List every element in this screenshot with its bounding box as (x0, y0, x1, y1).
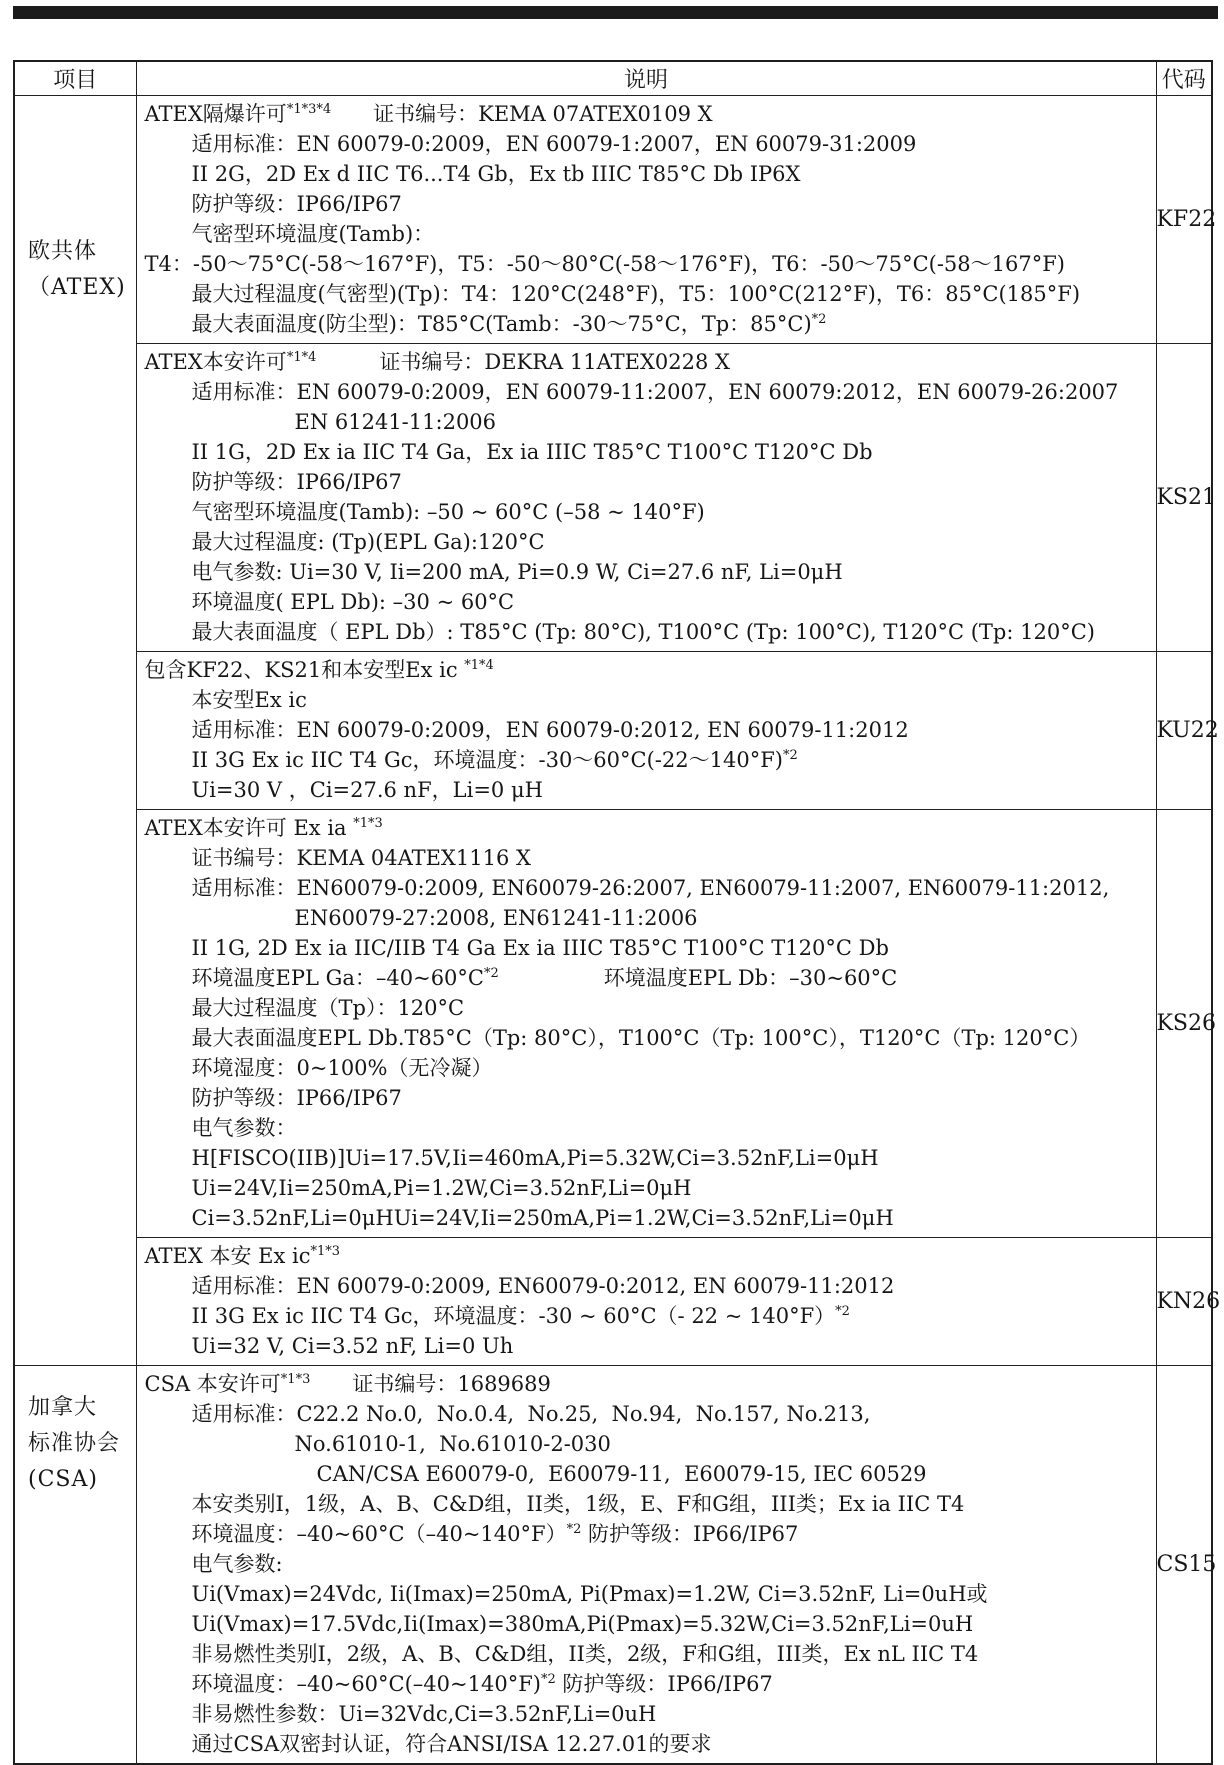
footnote-marker: *1*4 (464, 658, 494, 673)
code-cell: KS21 (1156, 344, 1212, 652)
description-cell (136, 1238, 1156, 1366)
description-line: Ui=24V,Ii=250mA,Pi=1.2W,Ci=3.52nF,Li=0μH (191, 1176, 692, 1200)
footnote-marker: *2 (566, 1522, 582, 1537)
item-cell (14, 1366, 136, 1765)
table-row (14, 810, 1212, 1238)
footnote-marker: *1*3 (310, 1244, 341, 1259)
description-line: 最大表面温度EPL Db.T85°C（Tp: 80°C），T100°C（Tp: 100°C），T120°C（Tp: 120°C） (191, 1026, 1091, 1050)
description-line: Ci=3.52nF,Li=0μHUi=24V,Ii=250mA,Pi=1.2W,Ci=3.52nF,Li=0μH (191, 1206, 894, 1230)
description-line: Ui(Vmax)=24Vdc, Ii(Imax)=250mA, Pi(Pmax)=1.2W, Ci=3.52nF, Li=0uH或 (191, 1582, 988, 1606)
item-label-line: （ATEX) (28, 275, 126, 300)
description-line: Ui(Vmax)=17.5Vdc,Ii(Imax)=380mA,Pi(Pmax)=5.32W,Ci=3.52nF,Li=0uH (191, 1612, 974, 1636)
description-line: CAN/CSA E60079-0, E60079-11, E60079-15, IEC 60529 (316, 1462, 927, 1486)
description-line: 防护等级：IP66/IP67 (191, 1086, 402, 1110)
description-line: T4：-50～75°C(-58～167°F)，T5：-50～80°C(-58～176°F)，T6：-50～75°C(-58～167°F) (144, 252, 1065, 276)
description-line: 最大表面温度（ EPL Db）: T85°C (Tp: 80°C), T100°C (Tp: 100°C), T120°C (Tp: 120°C) (191, 620, 1095, 644)
description-line: 适用标准：EN 60079-0:2009，EN 60079-1:2007，EN 60079-31:2009 (191, 132, 917, 156)
table-row (14, 1238, 1212, 1366)
description-line: II 2G，2D Ex d IIC T6...T4 Gb，Ex tb IIIC T85°C Db IP6X (191, 162, 801, 186)
description-cell (136, 1366, 1156, 1765)
description-line: 电气参数： (191, 1116, 297, 1140)
item-label-line: (CSA) (28, 1467, 98, 1492)
description-line: ATEX本安许可$^{*1*4}$ 证书编号：DEKRA 11ATEX0228 X (144, 350, 730, 374)
description-line: H[FISCO(IIB)]Ui=17.5V,Ii=460mA,Pi=5.32W,Ci=3.52nF,Li=0μH (191, 1146, 879, 1170)
header-description: 说明 (136, 61, 1156, 96)
description-line: 适用标准：EN 60079-0:2009, EN60079-0:2012, EN 60079-11:2012 (191, 1274, 895, 1298)
footnote-marker: *1*4 (286, 350, 317, 365)
footnote-marker: *2 (835, 1304, 850, 1319)
certification-table (13, 60, 1221, 1765)
footnote-marker: *1*3 (353, 816, 383, 831)
description-line: Ui=30 V ，Ci=27.6 nF，Li=0 μH (191, 778, 543, 802)
description-line: 适用标准：C22.2 No.0, No.0.4, No.25, No.94, No.157, No.213, (191, 1402, 871, 1426)
description-line: II 3G Ex ic IIC T4 Gc，环境温度：-30 ~ 60°C（- 22 ~ 140°F）$^{*2}$ (191, 1304, 850, 1328)
item-label-line: 欧共体 (28, 239, 98, 264)
description-line: 适用标准：EN 60079-0:2009，EN 60079-0:2012, EN 60079-11:2012 (191, 718, 909, 742)
certification-table-body (14, 96, 1221, 1765)
code-cell: KF22 (1156, 96, 1212, 344)
description-line: 最大过程温度（Tp）：120°C (191, 996, 465, 1020)
description-line: 最大过程温度(气密型)(Tp)：T4：120°C(248°F)，T5：100°C(212°F)，T6：85°C(185°F) (191, 282, 1081, 306)
description-line: 适用标准：EN 60079-0:2009，EN 60079-11:2007，EN 60079:2012，EN 60079-26:2007 (191, 380, 1119, 404)
header-code: 代码 (1156, 61, 1212, 96)
description-line: 最大过程温度: (Tp)(EPL Ga):120°C (191, 530, 545, 554)
table-row (14, 344, 1212, 652)
footnote-marker: *2 (540, 1672, 556, 1687)
footnote-marker: *1*3*4 (286, 102, 332, 117)
description-cell (136, 652, 1156, 810)
description-line: 通过CSA双密封认证，符合ANSI/ISA 12.27.01的要求 (191, 1732, 712, 1756)
description-line: 非易燃性参数：Ui=32Vdc,Ci=3.52nF,Li=0uH (191, 1702, 657, 1726)
footnote-marker: *2 (811, 312, 827, 327)
description-line: ATEX本安许可 Ex ia $^{*1*3}$ (144, 816, 383, 840)
code-cell: KS26 (1156, 810, 1212, 1238)
description-line: 电气参数: Ui=30 V, Ii=200 mA, Pi=0.9 W, Ci=27.6 nF, Li=0μH (191, 560, 843, 584)
description-line: 防护等级：IP66/IP67 (191, 470, 402, 494)
table-row (14, 652, 1212, 810)
description-line: 气密型环境温度(Tamb)： (191, 222, 435, 246)
description-line: II 3G Ex ic IIC T4 Gc，环境温度：-30～60°C(-22～140°F)$^{*2}$ (191, 748, 798, 772)
description-line: II 1G，2D Ex ia IIC T4 Ga，Ex ia IIIC T85°C T100°C T120°C Db (191, 440, 873, 464)
description-line: No.61010-1, No.61010-2-030 (294, 1432, 611, 1456)
table-row (14, 96, 1212, 344)
code-cell: KN26 (1156, 1238, 1212, 1366)
description-line: 环境温度EPL Ga：$-40\sim 60^\circ C^{*2}$ 环境温度EPL Db：–30~60°C (191, 966, 898, 990)
description-line: 本安类别I，1级，A、B、C&D组，II类，1级，E、F和G组，III类；Ex ia IIC T4 (191, 1492, 965, 1516)
footnote-marker: *1*3 (280, 1372, 311, 1387)
description-line: ATEX 本安 Ex $ic^{*1*3}$ (144, 1244, 341, 1268)
item-cell (14, 96, 136, 1366)
footnote-marker: *2 (782, 748, 798, 763)
description-line: 电气参数: (191, 1552, 283, 1576)
description-line: 防护等级：IP66/IP67 (191, 192, 402, 216)
description-line: 环境温度：–40~60°C（–40~140°F）$^{*2}$ 防护等级：IP66/IP67 (191, 1522, 799, 1546)
description-line: 本安型Ex ic (191, 688, 307, 712)
header-row (14, 61, 1212, 96)
description-line: 环境湿度：0~100%（无冷凝） (191, 1056, 493, 1080)
description-line: 包含KF22、KS21和本安型Ex ic $^{*1*4}$ (144, 658, 494, 682)
code-cell: KU22 (1156, 652, 1212, 810)
description-line: II 1G, 2D Ex ia IIC/IIB T4 Ga Ex ia IIIC T85°C T100°C T120°C Db (191, 936, 889, 960)
description-line: 环境温度( EPL Db): –30 ~ 60°C (191, 590, 515, 614)
description-cell (136, 344, 1156, 652)
description-line: EN60079-27:2008, EN61241-11:2006 (294, 906, 698, 930)
description-line: 适用标准：EN60079-0:2009, EN60079-26:2007, EN60079-11:2007, EN60079-11:2012, (191, 876, 1110, 900)
description-line: 证书编号：KEMA 04ATEX1116 X (191, 846, 531, 870)
description-line: EN 61241-11:2006 (294, 410, 497, 434)
description-line: CSA 本安许可$^{*1*3}$ 证书编号：1689689 (144, 1372, 551, 1396)
header-item: 项目 (14, 61, 136, 96)
description-line: 气密型环境温度(Tamb): –50 ~ 60°C (–58 ~ 140°F) (191, 500, 705, 524)
description-line: 环境温度：–40~60°C(–40~140°F)$^{*2}$ 防护等级：IP66/IP67 (191, 1672, 773, 1696)
page-top-rule (13, 6, 1218, 19)
description-line: 最大表面温度(防尘型)：T85°C(Tamb：-30～75°C，Tp：85°C)$^{*2}$ (191, 312, 827, 336)
item-label-line: 加拿大 (28, 1395, 98, 1420)
description-cell (136, 96, 1156, 344)
description-line: Ui=32 V, Ci=3.52 nF, Li=0 Uh (191, 1334, 514, 1358)
description-line: ATEX隔爆许可$^{*1*3*4}$ 证书编号：KEMA 07ATEX0109 X (144, 102, 713, 126)
description-cell (136, 810, 1156, 1238)
item-label-line: 标准协会 (28, 1431, 121, 1456)
description-line: 非易燃性类别I，2级，A、B、C&D组，II类，2级，F和G组，III类，Ex nL IIC T4 (191, 1642, 979, 1666)
footnote-marker: *2 (483, 966, 499, 981)
code-cell: CS15 (1156, 1366, 1212, 1765)
table-row (14, 1366, 1212, 1765)
